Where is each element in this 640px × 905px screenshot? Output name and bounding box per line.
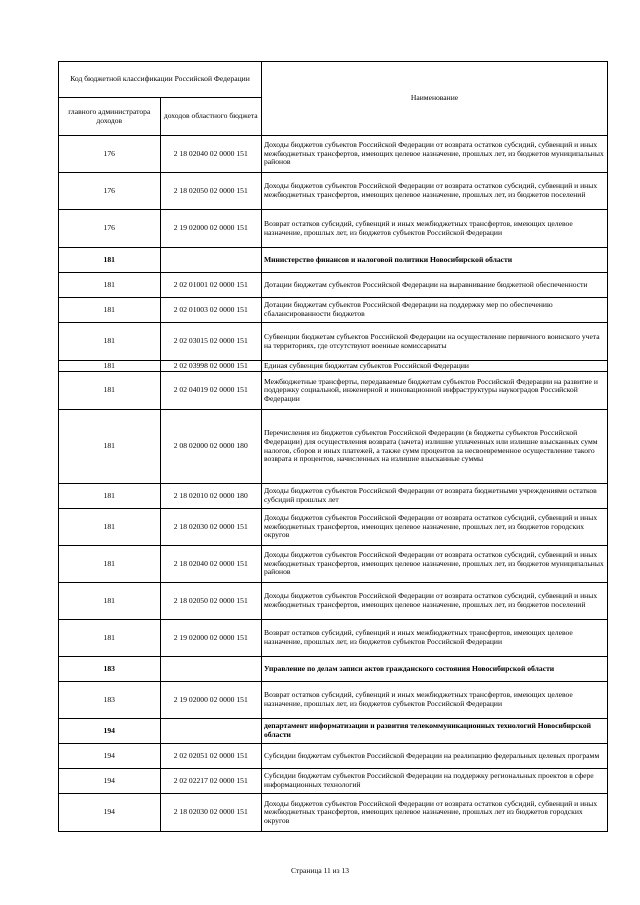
- name-cell: Управление по делам записи актов гражданского состояния Новосибирской области: [262, 657, 608, 682]
- admin-code-cell: 181: [59, 583, 161, 620]
- admin-code-cell: 181: [59, 361, 161, 372]
- admin-code-cell: 181: [59, 298, 161, 323]
- table-row: [59, 410, 608, 484]
- income-code-cell: [160, 657, 262, 682]
- income-code-cell: 2 08 02000 02 0000 180: [160, 410, 262, 484]
- table-row: [59, 273, 608, 298]
- name-cell: Доходы бюджетов субъектов Российской Федерации от возврата остатков субсидий, субвенций и иных межбюджетных трансфертов, имеющих целевое назначение, прошлых лет, из бюджетов муниципальных районов: [262, 136, 608, 173]
- admin-code-cell: 183: [59, 657, 161, 682]
- admin-code-cell: 176: [59, 173, 161, 210]
- table-row: [59, 744, 608, 769]
- table-row: [59, 372, 608, 410]
- income-code-cell: 2 02 01001 02 0000 151: [160, 273, 262, 298]
- table-row: [59, 248, 608, 273]
- name-cell: Возврат остатков субсидий, субвенций и иных межбюджетных трансфертов, имеющих целевое назначение, прошлых лет, из бюджетов субъектов Российской Федерации: [262, 620, 608, 657]
- table-row: [59, 794, 608, 832]
- table-row: [59, 361, 608, 372]
- table-row: [59, 136, 608, 173]
- name-cell: Доходы бюджетов субъектов Российской Федерации от возврата остатков субсидий, субвенций и иных межбюджетных трансфертов, имеющих целевое назначение, прошлых лет, из бюджетов поселений: [262, 173, 608, 210]
- name-cell: Единая субвенция бюджетам субъектов Российской Федерации: [262, 361, 608, 372]
- name-cell: Субвенции бюджетам субъектов Российской Федерации на осуществление первичного воинского учета на территориях, где отсутствуют военные комиссариаты: [262, 323, 608, 361]
- table-row: [59, 546, 608, 583]
- name-cell: департамент информатизации и развития телекоммуникационных технологий Новосибирской области: [262, 719, 608, 744]
- name-cell: Дотации бюджетам субъектов Российской Федерации на поддержку мер по обеспечению сбалансированности бюджетов: [262, 298, 608, 323]
- income-code-cell: 2 19 02000 02 0000 151: [160, 620, 262, 657]
- table-header: [59, 62, 608, 136]
- income-code-cell: 2 18 02040 02 0000 151: [160, 546, 262, 583]
- budget-code-table: [58, 61, 608, 832]
- admin-code-cell: 176: [59, 210, 161, 248]
- header-income-code: доходов областного бюджета: [160, 98, 262, 136]
- admin-code-cell: 183: [59, 682, 161, 719]
- admin-code-cell: 181: [59, 484, 161, 509]
- admin-code-cell: 181: [59, 546, 161, 583]
- admin-code-cell: 176: [59, 136, 161, 173]
- header-code-group: Код бюджетной классификации Российской Федерации: [59, 62, 262, 98]
- name-cell: Доходы бюджетов субъектов Российской Федерации от возврата бюджетными учреждениями остатков субсидий прошлых лет: [262, 484, 608, 509]
- income-code-cell: 2 02 04019 02 0000 151: [160, 372, 262, 410]
- name-cell: Возврат остатков субсидий, субвенций и иных межбюджетных трансфертов, имеющих целевое назначение, прошлых лет, из бюджетов субъектов Российской Федерации: [262, 682, 608, 719]
- admin-code-cell: 194: [59, 769, 161, 794]
- income-code-cell: 2 19 02000 02 0000 151: [160, 210, 262, 248]
- income-code-cell: 2 18 02050 02 0000 151: [160, 173, 262, 210]
- table-row: [59, 298, 608, 323]
- admin-code-cell: 194: [59, 719, 161, 744]
- income-code-cell: 2 18 02010 02 0000 180: [160, 484, 262, 509]
- header-admin-code: главного администратора доходов: [59, 98, 161, 136]
- admin-code-cell: 181: [59, 273, 161, 298]
- name-cell: Межбюджетные трансферты, передаваемые бюджетам субъектов Российской Федерации на развитие и поддержку социальной, инженерной и инновационной инфраструктуры наукоградов Российской Федерации: [262, 372, 608, 410]
- admin-code-cell: 181: [59, 410, 161, 484]
- table-body: [59, 136, 608, 832]
- admin-code-cell: 194: [59, 794, 161, 832]
- admin-code-cell: 181: [59, 372, 161, 410]
- table-row: [59, 210, 608, 248]
- table-row: [59, 620, 608, 657]
- header-name: Наименование: [262, 62, 608, 136]
- table-row: [59, 583, 608, 620]
- name-cell: Дотации бюджетам субъектов Российской Федерации на выравнивание бюджетной обеспеченности: [262, 273, 608, 298]
- income-code-cell: 2 18 02050 02 0000 151: [160, 583, 262, 620]
- income-code-cell: [160, 248, 262, 273]
- income-code-cell: 2 02 01003 02 0000 151: [160, 298, 262, 323]
- income-code-cell: 2 02 03015 02 0000 151: [160, 323, 262, 361]
- name-cell: Доходы бюджетов субъектов Российской Федерации от возврата остатков субсидий, субвенций и иных межбюджетных трансфертов, имеющих целевое назначение, прошлых лет, из бюджетов поселений: [262, 583, 608, 620]
- name-cell: Доходы бюджетов субъектов Российской Федерации от возврата остатков субсидий, субвенций и иных межбюджетных трансфертов, имеющих целевое назначение, прошлых лет из бюджетов городских округов: [262, 794, 608, 832]
- admin-code-cell: 194: [59, 744, 161, 769]
- table-row: [59, 173, 608, 210]
- admin-code-cell: 181: [59, 248, 161, 273]
- name-cell: Доходы бюджетов субъектов Российской Федерации от возврата остатков субсидий, субвенций и иных межбюджетных трансфертов, имеющих целевое назначение, прошлых лет, из бюджетов муниципальных районов: [262, 546, 608, 583]
- name-cell: Перечисления из бюджетов субъектов Российской Федерации (в бюджеты субъектов Российской Федерации) для осуществления возврата (зачета) излишне уплаченных или излишне взысканных сумм налогов, сборов и иных платежей, а также сумм процентов за несвоевременное осуществление такого возврата и процентов, начисленных на излишне взысканные суммы: [262, 410, 608, 484]
- page-number: Страница 11 из 13: [290, 866, 350, 875]
- income-code-cell: 2 19 02000 02 0000 151: [160, 682, 262, 719]
- name-cell: Субсидии бюджетам субъектов Российской Федерации на реализацию федеральных целевых программ: [262, 744, 608, 769]
- admin-code-cell: 181: [59, 509, 161, 546]
- name-cell: Министерство финансов и налоговой политики Новосибирской области: [262, 248, 608, 273]
- admin-code-cell: 181: [59, 323, 161, 361]
- income-code-cell: 2 18 02030 02 0000 151: [160, 509, 262, 546]
- income-code-cell: [160, 719, 262, 744]
- admin-code-cell: 181: [59, 620, 161, 657]
- income-code-cell: 2 02 02217 02 0000 151: [160, 769, 262, 794]
- income-code-cell: 2 02 02051 02 0000 151: [160, 744, 262, 769]
- table-row: [59, 484, 608, 509]
- name-cell: Возврат остатков субсидий, субвенций и иных межбюджетных трансфертов, имеющих целевое назначение, прошлых лет, из бюджетов субъектов Российской Федерации: [262, 210, 608, 248]
- table-row: [59, 657, 608, 682]
- income-code-cell: 2 18 02040 02 0000 151: [160, 136, 262, 173]
- table-row: [59, 769, 608, 794]
- name-cell: Доходы бюджетов субъектов Российской Федерации от возврата остатков субсидий, субвенций и иных межбюджетных трансфертов, имеющих целевое назначение, прошлых лет, из бюджетов городских округов: [262, 509, 608, 546]
- table-row: [59, 509, 608, 546]
- income-code-cell: 2 18 02030 02 0000 151: [160, 794, 262, 832]
- table-row: [59, 682, 608, 719]
- income-code-cell: 2 02 03998 02 0000 151: [160, 361, 262, 372]
- name-cell: Субсидии бюджетам субъектов Российской Федерации на поддержку региональных проектов в сфере информационных технологий: [262, 769, 608, 794]
- table-row: [59, 719, 608, 744]
- table-row: [59, 323, 608, 361]
